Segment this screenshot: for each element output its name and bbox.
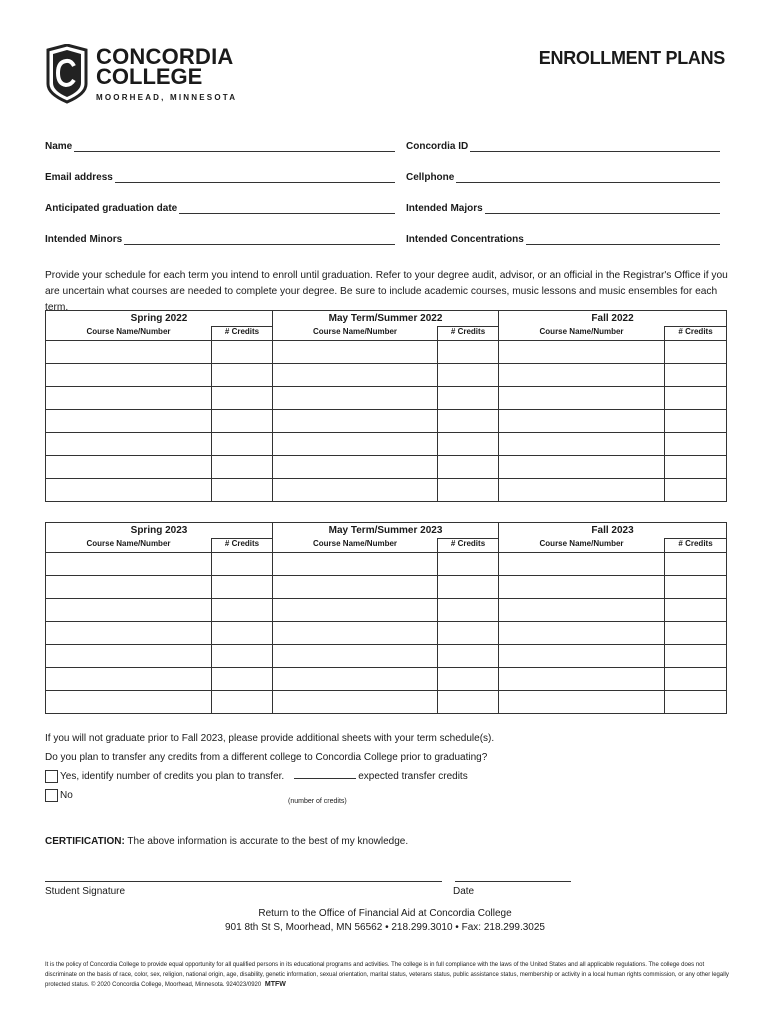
credits-cell[interactable] xyxy=(665,479,727,502)
course-cell[interactable] xyxy=(499,387,665,410)
cellphone-field[interactable] xyxy=(406,172,720,183)
credits-cell[interactable] xyxy=(212,553,273,576)
credits-cell[interactable] xyxy=(665,576,727,599)
credits-cell[interactable] xyxy=(438,576,499,599)
column-header-credits: # Credits xyxy=(665,539,727,553)
credits-cell[interactable] xyxy=(212,433,273,456)
additional-sheets-note: If you will not graduate prior to Fall 2023, please provide additional sheets with your term schedule(s). xyxy=(45,733,495,744)
concentrations-label: Intended Concentrations xyxy=(406,234,524,245)
credits-cell[interactable] xyxy=(212,576,273,599)
page-title: ENROLLMENT PLANS xyxy=(538,48,725,68)
course-cell[interactable] xyxy=(499,479,665,502)
course-cell[interactable] xyxy=(499,668,665,691)
credits-cell[interactable] xyxy=(212,341,273,364)
form-code: MTFW xyxy=(264,981,286,988)
column-header-course: Course Name/Number xyxy=(46,539,212,553)
certification-text: The above information is accurate to the best of my knowledge. xyxy=(127,836,409,847)
column-header-course: Course Name/Number xyxy=(273,327,438,341)
course-cell[interactable] xyxy=(46,479,212,502)
table-row xyxy=(46,410,727,433)
credits-note: (number of credits) xyxy=(288,798,347,805)
credits-cell[interactable] xyxy=(212,387,273,410)
course-cell[interactable] xyxy=(46,456,212,479)
credits-cell[interactable] xyxy=(438,364,499,387)
table-row xyxy=(46,622,727,645)
date-line[interactable] xyxy=(455,880,571,882)
course-cell[interactable] xyxy=(273,691,438,714)
date-label: Date xyxy=(453,886,475,897)
table-row xyxy=(46,456,727,479)
table-row xyxy=(46,433,727,456)
policy-footer xyxy=(45,960,729,990)
credits-cell[interactable] xyxy=(212,645,273,668)
course-cell[interactable] xyxy=(46,410,212,433)
table-row xyxy=(46,576,727,599)
crest-icon xyxy=(44,44,90,104)
table-row xyxy=(46,387,727,410)
no-label: No xyxy=(60,790,73,802)
name-label: Name xyxy=(45,141,73,152)
course-cell[interactable] xyxy=(499,645,665,668)
course-cell[interactable] xyxy=(273,553,438,576)
credits-cell[interactable] xyxy=(665,622,727,645)
schedule-table-2 xyxy=(45,522,727,714)
term-header: Spring 2022 xyxy=(46,311,273,327)
credits-cell[interactable] xyxy=(665,599,727,622)
table-row xyxy=(46,364,727,387)
minors-field[interactable] xyxy=(45,234,395,245)
course-cell[interactable] xyxy=(46,599,212,622)
yes-checkbox[interactable] xyxy=(45,770,58,783)
course-cell[interactable] xyxy=(273,341,438,364)
concordia-id-field[interactable] xyxy=(406,141,720,152)
column-header-course: Course Name/Number xyxy=(499,327,665,341)
credits-cell[interactable] xyxy=(212,691,273,714)
course-cell[interactable] xyxy=(273,364,438,387)
course-cell[interactable] xyxy=(273,668,438,691)
credits-cell[interactable] xyxy=(212,410,273,433)
name-field[interactable] xyxy=(45,141,395,152)
course-cell[interactable] xyxy=(499,576,665,599)
credits-cell[interactable] xyxy=(665,645,727,668)
course-cell[interactable] xyxy=(499,341,665,364)
course-cell[interactable] xyxy=(46,691,212,714)
course-cell[interactable] xyxy=(273,576,438,599)
credits-cell[interactable] xyxy=(438,553,499,576)
email-label: Email address xyxy=(45,172,113,183)
column-header-course: Course Name/Number xyxy=(273,539,438,553)
column-header-credits: # Credits xyxy=(438,327,499,341)
column-header-credits: # Credits xyxy=(438,539,499,553)
logo-location: MOORHEAD, MINNESOTA xyxy=(96,93,238,102)
instructions: Provide your schedule for each term you intend to enroll until graduation. Refer to your degree audit, advisor, or an official in the Registrar's Office if you are uncertain what courses are needed to complete your degree. Be sure to include academic courses, music lessons and music ensembles for each term. xyxy=(45,270,728,313)
course-cell[interactable] xyxy=(499,364,665,387)
credits-cell[interactable] xyxy=(665,456,727,479)
table-row xyxy=(46,691,727,714)
credits-cell[interactable] xyxy=(438,341,499,364)
course-cell[interactable] xyxy=(273,456,438,479)
course-cell[interactable] xyxy=(499,433,665,456)
certification-label: CERTIFICATION: xyxy=(45,836,125,847)
column-header-credits: # Credits xyxy=(212,327,273,341)
majors-label: Intended Majors xyxy=(406,203,483,214)
table-row xyxy=(46,341,727,364)
term-header: Fall 2022 xyxy=(499,311,727,327)
majors-field[interactable] xyxy=(406,203,720,214)
signature-label: Student Signature xyxy=(45,886,126,897)
course-cell[interactable] xyxy=(46,387,212,410)
course-cell[interactable] xyxy=(46,341,212,364)
credits-cell[interactable] xyxy=(438,668,499,691)
credits-cell[interactable] xyxy=(665,691,727,714)
course-cell[interactable] xyxy=(273,479,438,502)
course-cell[interactable] xyxy=(499,622,665,645)
concentrations-field[interactable] xyxy=(406,234,720,245)
credits-cell[interactable] xyxy=(438,479,499,502)
credits-cell[interactable] xyxy=(665,433,727,456)
credits-cell[interactable] xyxy=(665,341,727,364)
expected-label: expected transfer credits xyxy=(358,771,468,782)
credits-cell[interactable] xyxy=(212,622,273,645)
course-cell[interactable] xyxy=(46,622,212,645)
course-cell[interactable] xyxy=(273,433,438,456)
credits-cell[interactable] xyxy=(212,456,273,479)
course-cell[interactable] xyxy=(46,364,212,387)
table-row xyxy=(46,479,727,502)
cellphone-label: Cellphone xyxy=(406,172,455,183)
credits-cell[interactable] xyxy=(438,433,499,456)
logo-line2: COLLEGE xyxy=(96,64,203,89)
email-field[interactable] xyxy=(45,172,395,183)
credits-cell[interactable] xyxy=(212,599,273,622)
course-cell[interactable] xyxy=(46,553,212,576)
policy-text: It is the policy of Concordia College to provide equal opportunity for all qualified persons in its educational programs and activities. The college is in full compliance with the laws of the United States and all applicable regulations. The college does not discriminate on the basis of race, color, sex, religion, national origin, age, disability, genetic information, sexual orientation, marital status, veterans status, public assistance status, membership or activity in a local human rights commission, or any other legally protected status. © 2020 Concordia College, Moorhead, Minnesota. 924023/0920 xyxy=(45,962,729,988)
signature-line[interactable] xyxy=(45,880,442,882)
credits-cell[interactable] xyxy=(212,668,273,691)
credits-cell[interactable] xyxy=(438,645,499,668)
credits-cell[interactable] xyxy=(212,364,273,387)
credits-cell[interactable] xyxy=(212,479,273,502)
table-row xyxy=(46,668,727,691)
course-cell[interactable] xyxy=(273,387,438,410)
minors-label: Intended Minors xyxy=(45,234,123,245)
course-cell[interactable] xyxy=(273,599,438,622)
term-header: Fall 2023 xyxy=(499,523,727,539)
logo-line1: CONCORDIA xyxy=(96,44,234,69)
credits-cell[interactable] xyxy=(438,410,499,433)
yes-option[interactable] xyxy=(45,769,468,783)
credits-cell[interactable] xyxy=(665,387,727,410)
course-cell[interactable] xyxy=(46,668,212,691)
course-cell[interactable] xyxy=(273,622,438,645)
column-header-credits: # Credits xyxy=(665,327,727,341)
credits-cell[interactable] xyxy=(665,668,727,691)
course-cell[interactable] xyxy=(46,433,212,456)
term-header: May Term/Summer 2022 xyxy=(273,311,499,327)
credits-cell[interactable] xyxy=(665,364,727,387)
course-cell[interactable] xyxy=(499,691,665,714)
credits-cell[interactable] xyxy=(665,410,727,433)
transfer-credits-input[interactable] xyxy=(294,769,356,779)
return-line2: 901 8th St S, Moorhead, MN 56562 • 218.299.3010 • Fax: 218.299.3025 xyxy=(224,922,545,933)
course-cell[interactable] xyxy=(499,599,665,622)
table-row xyxy=(46,645,727,668)
certification xyxy=(45,836,408,847)
column-header-course: Course Name/Number xyxy=(46,327,212,341)
course-cell[interactable] xyxy=(273,410,438,433)
yes-label: Yes, identify number of credits you plan to transfer. xyxy=(60,771,285,782)
credits-cell[interactable] xyxy=(438,456,499,479)
course-cell[interactable] xyxy=(273,645,438,668)
course-cell[interactable] xyxy=(46,645,212,668)
grad-date-label: Anticipated graduation date xyxy=(45,203,178,214)
no-checkbox[interactable] xyxy=(45,789,58,802)
course-cell[interactable] xyxy=(499,456,665,479)
course-cell[interactable] xyxy=(499,553,665,576)
term-header: Spring 2023 xyxy=(46,523,273,539)
credits-cell[interactable] xyxy=(438,387,499,410)
course-cell[interactable] xyxy=(499,410,665,433)
no-option[interactable] xyxy=(45,789,73,802)
column-header-course: Course Name/Number xyxy=(499,539,665,553)
credits-cell[interactable] xyxy=(438,691,499,714)
table-row xyxy=(46,599,727,622)
table-row xyxy=(46,553,727,576)
grad-date-field[interactable] xyxy=(45,203,395,214)
schedule-table-1 xyxy=(45,310,727,502)
college-logo xyxy=(44,44,244,106)
column-header-credits: # Credits xyxy=(212,539,273,553)
concordia-id-label: Concordia ID xyxy=(406,141,469,152)
credits-cell[interactable] xyxy=(665,553,727,576)
transfer-question: Do you plan to transfer any credits from a different college to Concordia College prior to graduating? xyxy=(45,752,488,763)
credits-cell[interactable] xyxy=(438,599,499,622)
credits-cell[interactable] xyxy=(438,622,499,645)
return-line1: Return to the Office of Financial Aid at Concordia College xyxy=(258,908,512,919)
term-header: May Term/Summer 2023 xyxy=(273,523,499,539)
course-cell[interactable] xyxy=(46,576,212,599)
